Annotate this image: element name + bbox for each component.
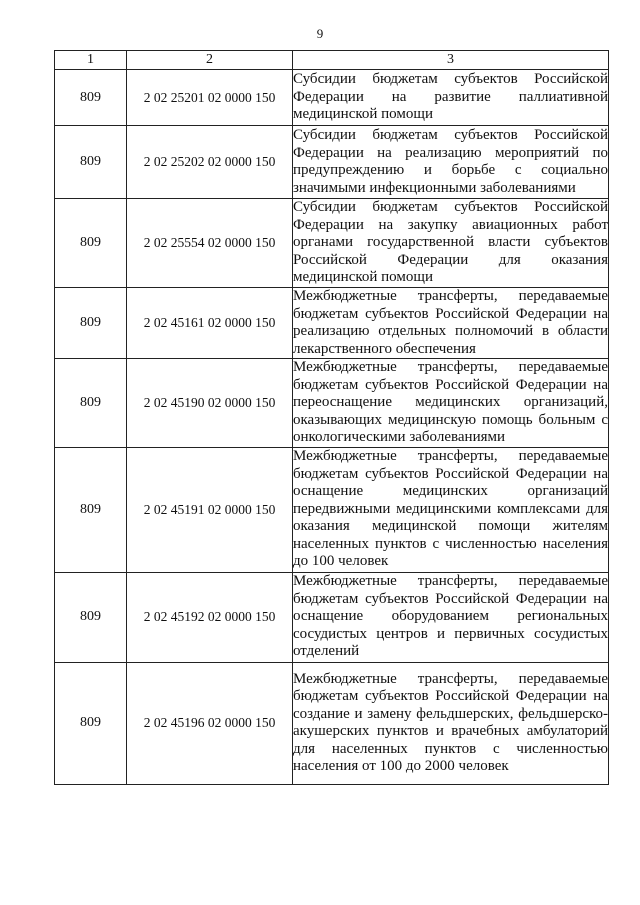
admin-code-cell: 809 bbox=[55, 199, 127, 288]
budget-code-cell: 2 02 25202 02 0000 150 bbox=[127, 126, 293, 199]
description-cell: Межбюджетные трансферты, передаваемые бюджетам субъектов Российской Федерации на создание и замену фельдшерских, фельдшерско-акушерских пунктов и врачебных амбулаторий для населенных пунктов с численностью населения от 100 до 2000 человек bbox=[293, 662, 609, 784]
admin-code-cell: 809 bbox=[55, 288, 127, 359]
description-cell: Межбюджетные трансферты, передаваемые бюджетам субъектов Российской Федерации на оснащение медицинских организаций передвижными медицинскими комплексами для оказания медицинской помощи жителям населенных пунктов с численностью населения до 100 человек bbox=[293, 447, 609, 572]
description-cell: Субсидии бюджетам субъектов Российской Федерации на реализацию мероприятий по предупреждению и борьбе с социально значимыми инфекционными заболеваниями bbox=[293, 126, 609, 199]
admin-code-cell: 809 bbox=[55, 447, 127, 572]
admin-code-cell: 809 bbox=[55, 70, 127, 126]
table-row bbox=[55, 126, 609, 199]
table-row bbox=[55, 288, 609, 359]
column-header-3: 3 bbox=[293, 51, 609, 70]
budget-code-cell: 2 02 25201 02 0000 150 bbox=[127, 70, 293, 126]
budget-code-cell: 2 02 45190 02 0000 150 bbox=[127, 359, 293, 448]
admin-code-cell: 809 bbox=[55, 572, 127, 662]
header-row bbox=[55, 51, 609, 70]
table-row bbox=[55, 359, 609, 448]
admin-code-cell: 809 bbox=[55, 359, 127, 448]
admin-code-cell: 809 bbox=[55, 662, 127, 784]
budget-code-cell: 2 02 45191 02 0000 150 bbox=[127, 447, 293, 572]
table-row bbox=[55, 572, 609, 662]
description-cell: Межбюджетные трансферты, передаваемые бюджетам субъектов Российской Федерации на реализацию отдельных полномочий в области лекарственного обеспечения bbox=[293, 288, 608, 357]
table-row bbox=[55, 662, 609, 784]
description-cell: Межбюджетные трансферты, передаваемые бюджетам субъектов Российской Федерации на переоснащение медицинских организаций, оказывающих медицинскую помощь больным с онкологическими заболеваниями bbox=[293, 359, 608, 445]
description-cell: Межбюджетные трансферты, передаваемые бюджетам субъектов Российской Федерации на оснащение оборудованием региональных сосудистых центров и первичных сосудистых отделений bbox=[293, 572, 609, 662]
description-cell: Субсидии бюджетам субъектов Российской Федерации на закупку авиационных работ органами государственной власти субъектов Российской Федерации для оказания медицинской помощи bbox=[293, 199, 609, 288]
budget-code-cell: 2 02 25554 02 0000 150 bbox=[127, 199, 293, 288]
table-row bbox=[55, 199, 609, 288]
budget-code-cell: 2 02 45192 02 0000 150 bbox=[127, 572, 293, 662]
budget-classification-table bbox=[54, 50, 609, 785]
budget-code-cell: 2 02 45161 02 0000 150 bbox=[127, 288, 293, 359]
column-header-2: 2 bbox=[127, 51, 293, 70]
budget-code-cell: 2 02 45196 02 0000 150 bbox=[127, 662, 293, 784]
table-row bbox=[55, 70, 609, 126]
description-cell: Субсидии бюджетам субъектов Российской Федерации на развитие паллиативной медицинской помощи bbox=[293, 70, 609, 126]
table-row bbox=[55, 447, 609, 572]
page-number: 9 bbox=[316, 26, 324, 41]
admin-code-cell: 809 bbox=[55, 126, 127, 199]
column-header-1: 1 bbox=[55, 51, 127, 70]
